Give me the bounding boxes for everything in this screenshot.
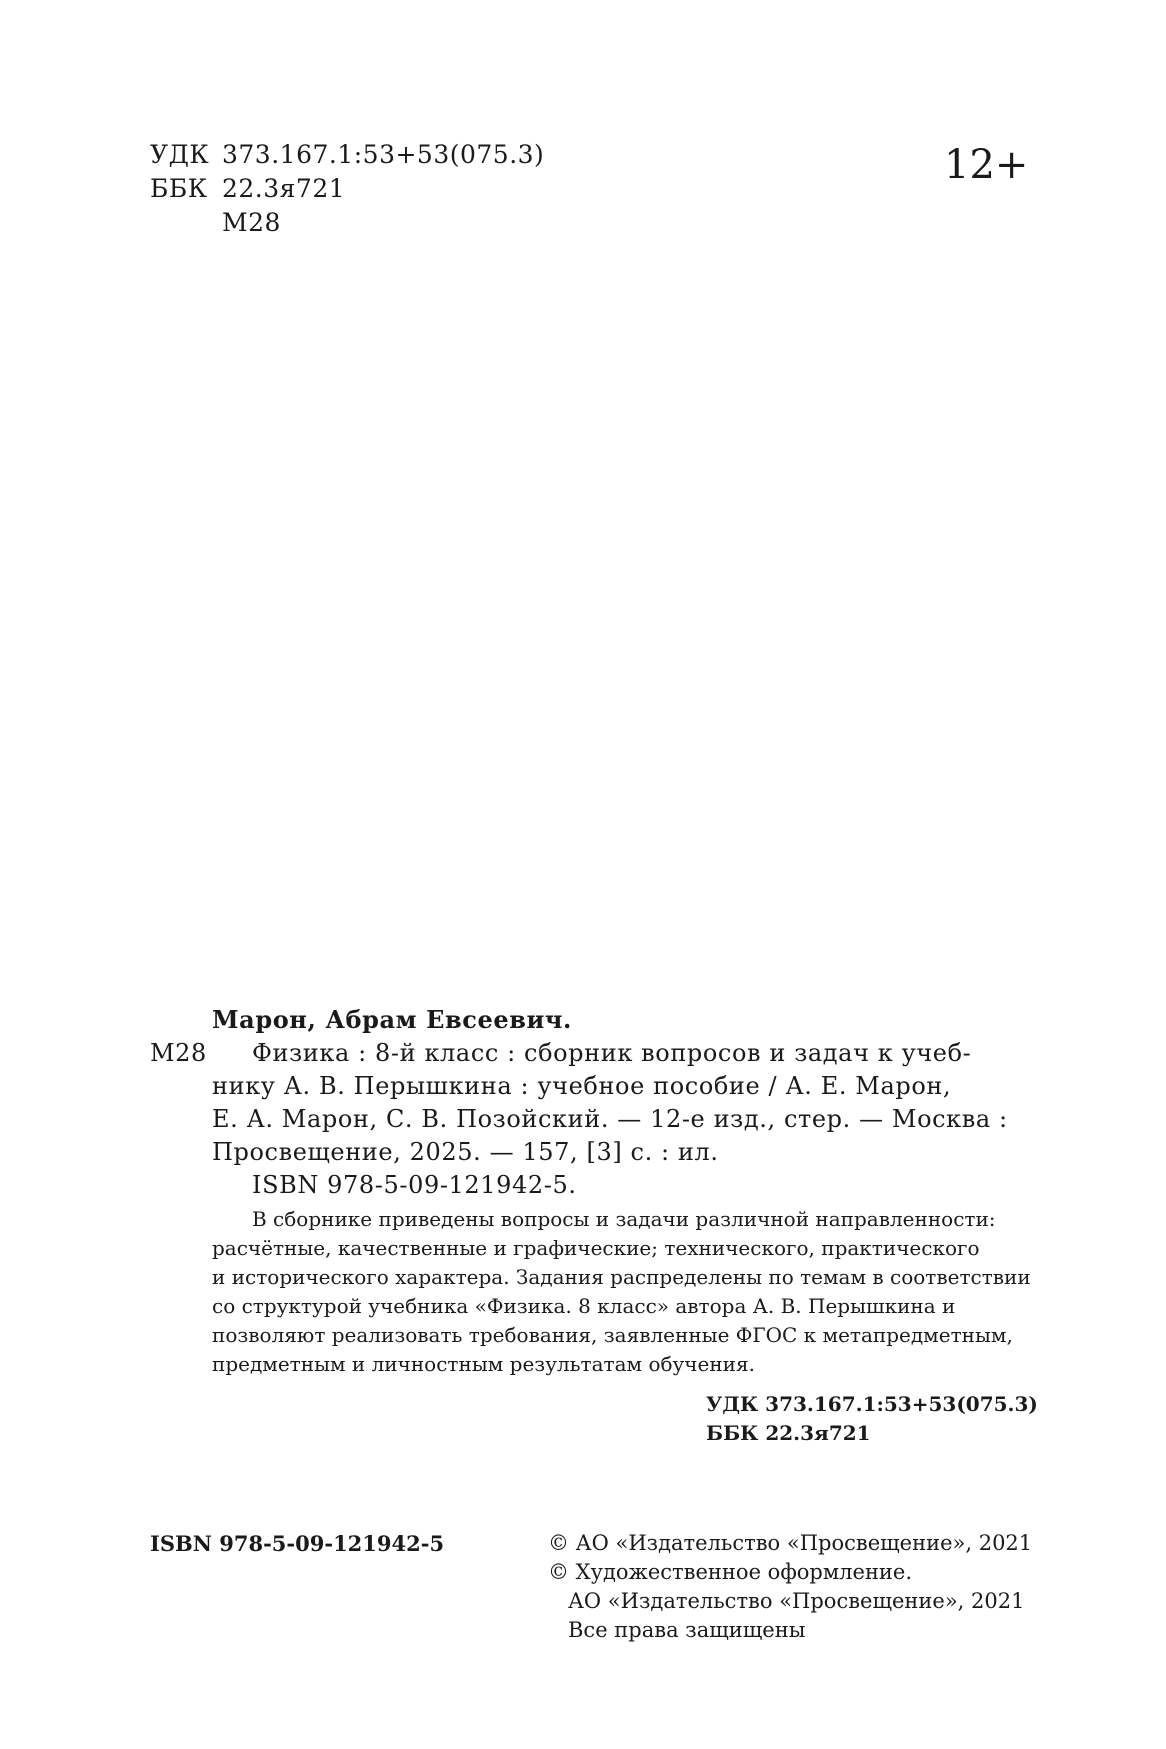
copyright-line: АО «Издательство «Просвещение», 2021 — [568, 1589, 1025, 1613]
copyright-line: Все права защищены — [568, 1618, 806, 1642]
copyright-line: © Художественное оформление. — [548, 1560, 913, 1584]
age-rating: 12+ — [944, 142, 1029, 188]
copyright-line: © АО «Издательство «Просвещение», 2021 — [548, 1531, 1033, 1555]
entry-title-line-3: Е. А. Марон, С. В. Позойский. — 12-е изд., стер. — Москва : — [212, 1105, 1008, 1133]
bbk-label: ББК — [150, 174, 208, 203]
entry-author: Марон, Абрам Евсеевич. — [212, 1005, 572, 1034]
udk-label: УДК — [150, 140, 210, 169]
annotation-line: предметным и личностным результатам обучения. — [212, 1352, 755, 1376]
annotation-line: позволяют реализовать требования, заявленные ФГОС к метапредметным, — [212, 1323, 1013, 1347]
udk-value: 373.167.1:53+53(075.3) — [222, 140, 545, 169]
annotation-line: расчётные, качественные и графические; технического, практического — [212, 1236, 980, 1260]
entry-title-line-1: Физика : 8-й класс : сборник вопросов и задач к учеб- — [252, 1039, 972, 1067]
annotation-line: и исторического характера. Задания распределены по темам в соответствии — [212, 1265, 1031, 1289]
entry-bbk: ББК 22.3я721 — [706, 1421, 871, 1445]
entry-udk: УДК 373.167.1:53+53(075.3) — [706, 1392, 1038, 1416]
footer-isbn: ISBN 978-5-09-121942-5 — [150, 1531, 445, 1556]
annotation — [212, 1205, 1032, 1385]
author-sign: М28 — [222, 208, 281, 237]
entry-title-line-2: нику А. В. Перышкина : учебное пособие / А. Е. Марон, — [212, 1072, 952, 1100]
bbk-value: 22.3я721 — [222, 174, 346, 203]
annotation-line: со структурой учебника «Физика. 8 класс» автора А. В. Перышкина и — [212, 1294, 956, 1318]
annotation-line: В сборнике приведены вопросы и задачи различной направленности: — [252, 1207, 996, 1231]
entry-call-sign: М28 — [150, 1039, 207, 1067]
entry-isbn: ISBN 978-5-09-121942-5. — [252, 1171, 577, 1199]
entry-title-line-4: Просвещение, 2025. — 157, [3] с. : ил. — [212, 1138, 719, 1166]
